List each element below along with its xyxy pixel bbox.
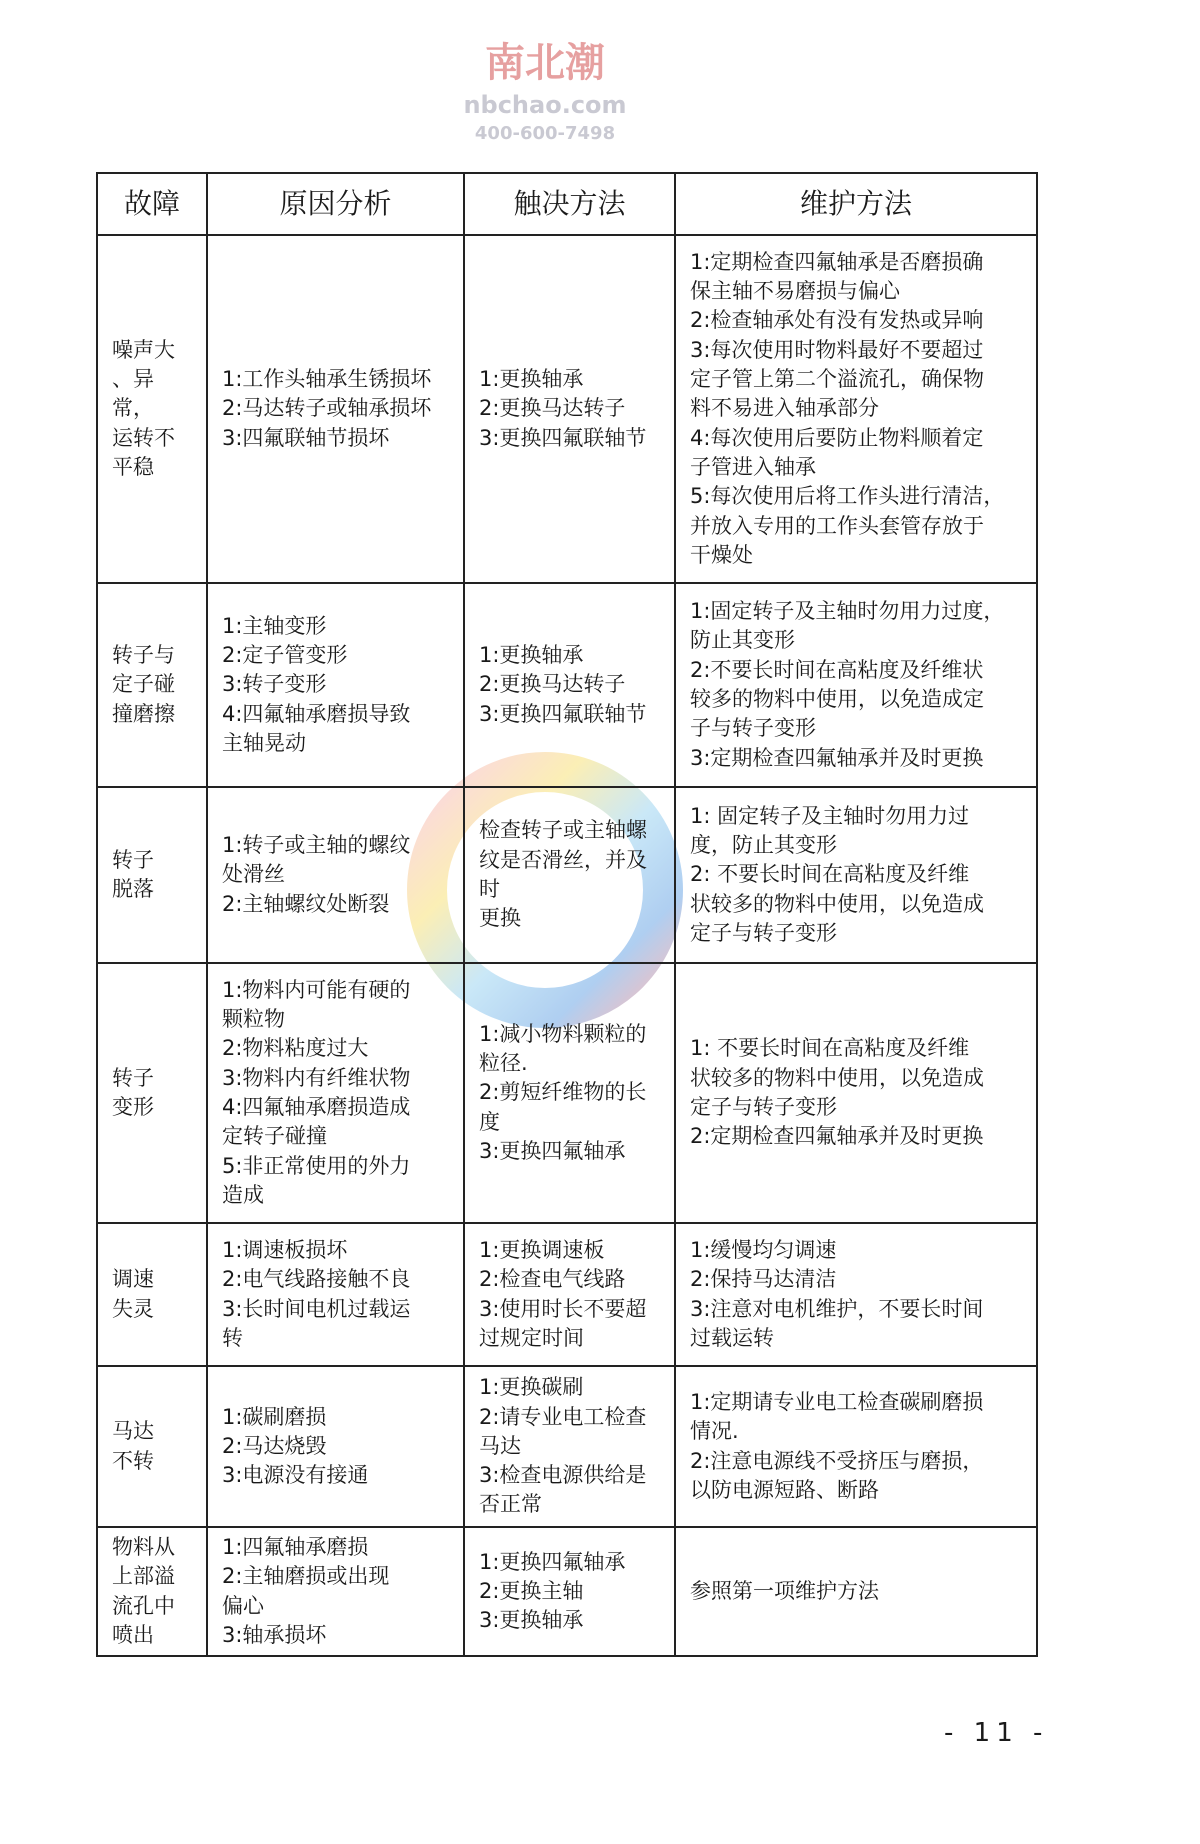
cause-cell: 1:主轴变形 2:定子管变形 3:转子变形 4:四氟轴承磨损导致 主轴晃动 (207, 583, 464, 787)
maintenance-cell: 1:定期检查四氟轴承是否磨损确 保主轴不易磨损与偏心 2:检查轴承处有没有发热或异响 3:每次使用时物料最好不要超过 定子管上第二个溢流孔，确保物 料不易进入轴承部分 4:每次使用后要防止物料顺着定 子管进入轴承 5:每次使用后将工作头进行清洁， 并放入专用的工作头套管存放于 干燥处 (675, 235, 1037, 583)
maintenance-cell: 1:固定转子及主轴时勿用力过度， 防止其变形 2:不要长时间在高粘度及纤维状 较多的物料中使用，以免造成定 子与转子变形 3:定期检查四氟轴承并及时更换 (675, 583, 1037, 787)
cause-cell: 1:调速板损坏 2:电气线路接触不良 3:长时间电机过载运 转 (207, 1223, 464, 1366)
header-maintenance: 维护方法 (675, 173, 1037, 235)
maintenance-cell: 1:定期请专业电工检查碳刷磨损 情况. 2:注意电源线不受挤压与磨损， 以防电源短路、断路 (675, 1366, 1037, 1527)
solution-cell: 1:更换四氟轴承 2:更换主轴 3:更换轴承 (464, 1527, 675, 1656)
header-solution: 触决方法 (464, 173, 675, 235)
table-row (97, 1527, 1037, 1656)
cause-cell: 1:四氟轴承磨损 2:主轴磨损或出现 偏心 3:轴承损坏 (207, 1527, 464, 1656)
maintenance-cell: 1: 固定转子及主轴时勿用力过 度，防止其变形 2: 不要长时间在高粘度及纤维 状较多的物料中使用，以免造成 定子与转子变形 (675, 787, 1037, 963)
cause-cell: 1:物料内可能有硬的 颗粒物 2:物料粘度过大 3:物料内有纤维状物 4:四氟轴承磨损造成 定转子碰撞 5:非正常使用的外力 造成 (207, 963, 464, 1223)
watermark-brand: 南北潮 (485, 40, 605, 86)
table-row (97, 1223, 1037, 1366)
cause-cell: 1:工作头轴承生锈损坏 2:马达转子或轴承损坏 3:四氟联轴节损坏 (207, 235, 464, 583)
maintenance-cell: 1: 不要长时间在高粘度及纤维 状较多的物料中使用，以免造成 定子与转子变形 2:定期检查四氟轴承并及时更换 (675, 963, 1037, 1223)
cause-cell: 1:转子或主轴的螺纹 处滑丝 2:主轴螺纹处断裂 (207, 787, 464, 963)
solution-cell: 1:更换轴承 2:更换马达转子 3:更换四氟联轴节 (464, 583, 675, 787)
solution-cell: 1:更换调速板 2:检查电气线路 3:使用时长不要超 过规定时间 (464, 1223, 675, 1366)
table-row (97, 235, 1037, 583)
table-row (97, 583, 1037, 787)
solution-cell: 1:更换碳刷 2:请专业电工检查 马达 3:检查电源供给是 否正常 (464, 1366, 675, 1527)
watermark-site: nbchao.com (463, 91, 627, 119)
fault-cell: 物料从 上部溢 流孔中 喷出 (97, 1527, 207, 1656)
cause-cell: 1:碳刷磨损 2:马达烧毁 3:电源没有接通 (207, 1366, 464, 1527)
maintenance-cell: 参照第一项维护方法 (675, 1527, 1037, 1656)
solution-cell: 1:减小物料颗粒的 粒径. 2:剪短纤维物的长 度 3:更换四氟轴承 (464, 963, 675, 1223)
fault-cell: 噪声大 、异常， 运转不 平稳 (97, 235, 207, 583)
fault-cell: 马达 不转 (97, 1366, 207, 1527)
solution-cell: 检查转子或主轴螺 纹是否滑丝，并及时 更换 (464, 787, 675, 963)
table-row (97, 1366, 1037, 1527)
header-row (97, 173, 1037, 235)
fault-cell: 转子 变形 (97, 963, 207, 1223)
fault-cell: 调速 失灵 (97, 1223, 207, 1366)
header-cause: 原因分析 (207, 173, 464, 235)
table-row (97, 963, 1037, 1223)
header-fault: 故障 (97, 173, 207, 235)
fault-cell: 转子 脱落 (97, 787, 207, 963)
watermark-phone: 400-600-7498 (474, 123, 616, 144)
solution-cell: 1:更换轴承 2:更换马达转子 3:更换四氟联轴节 (464, 235, 675, 583)
fault-cell: 转子与 定子碰 撞磨擦 (97, 583, 207, 787)
table-row (97, 787, 1037, 963)
maintenance-cell: 1:缓慢均匀调速 2:保持马达清洁 3:注意对电机维护，不要长时间 过载运转 (675, 1223, 1037, 1366)
page-number: - 11 - (944, 1718, 1049, 1748)
troubleshooting-table (96, 172, 1038, 1657)
